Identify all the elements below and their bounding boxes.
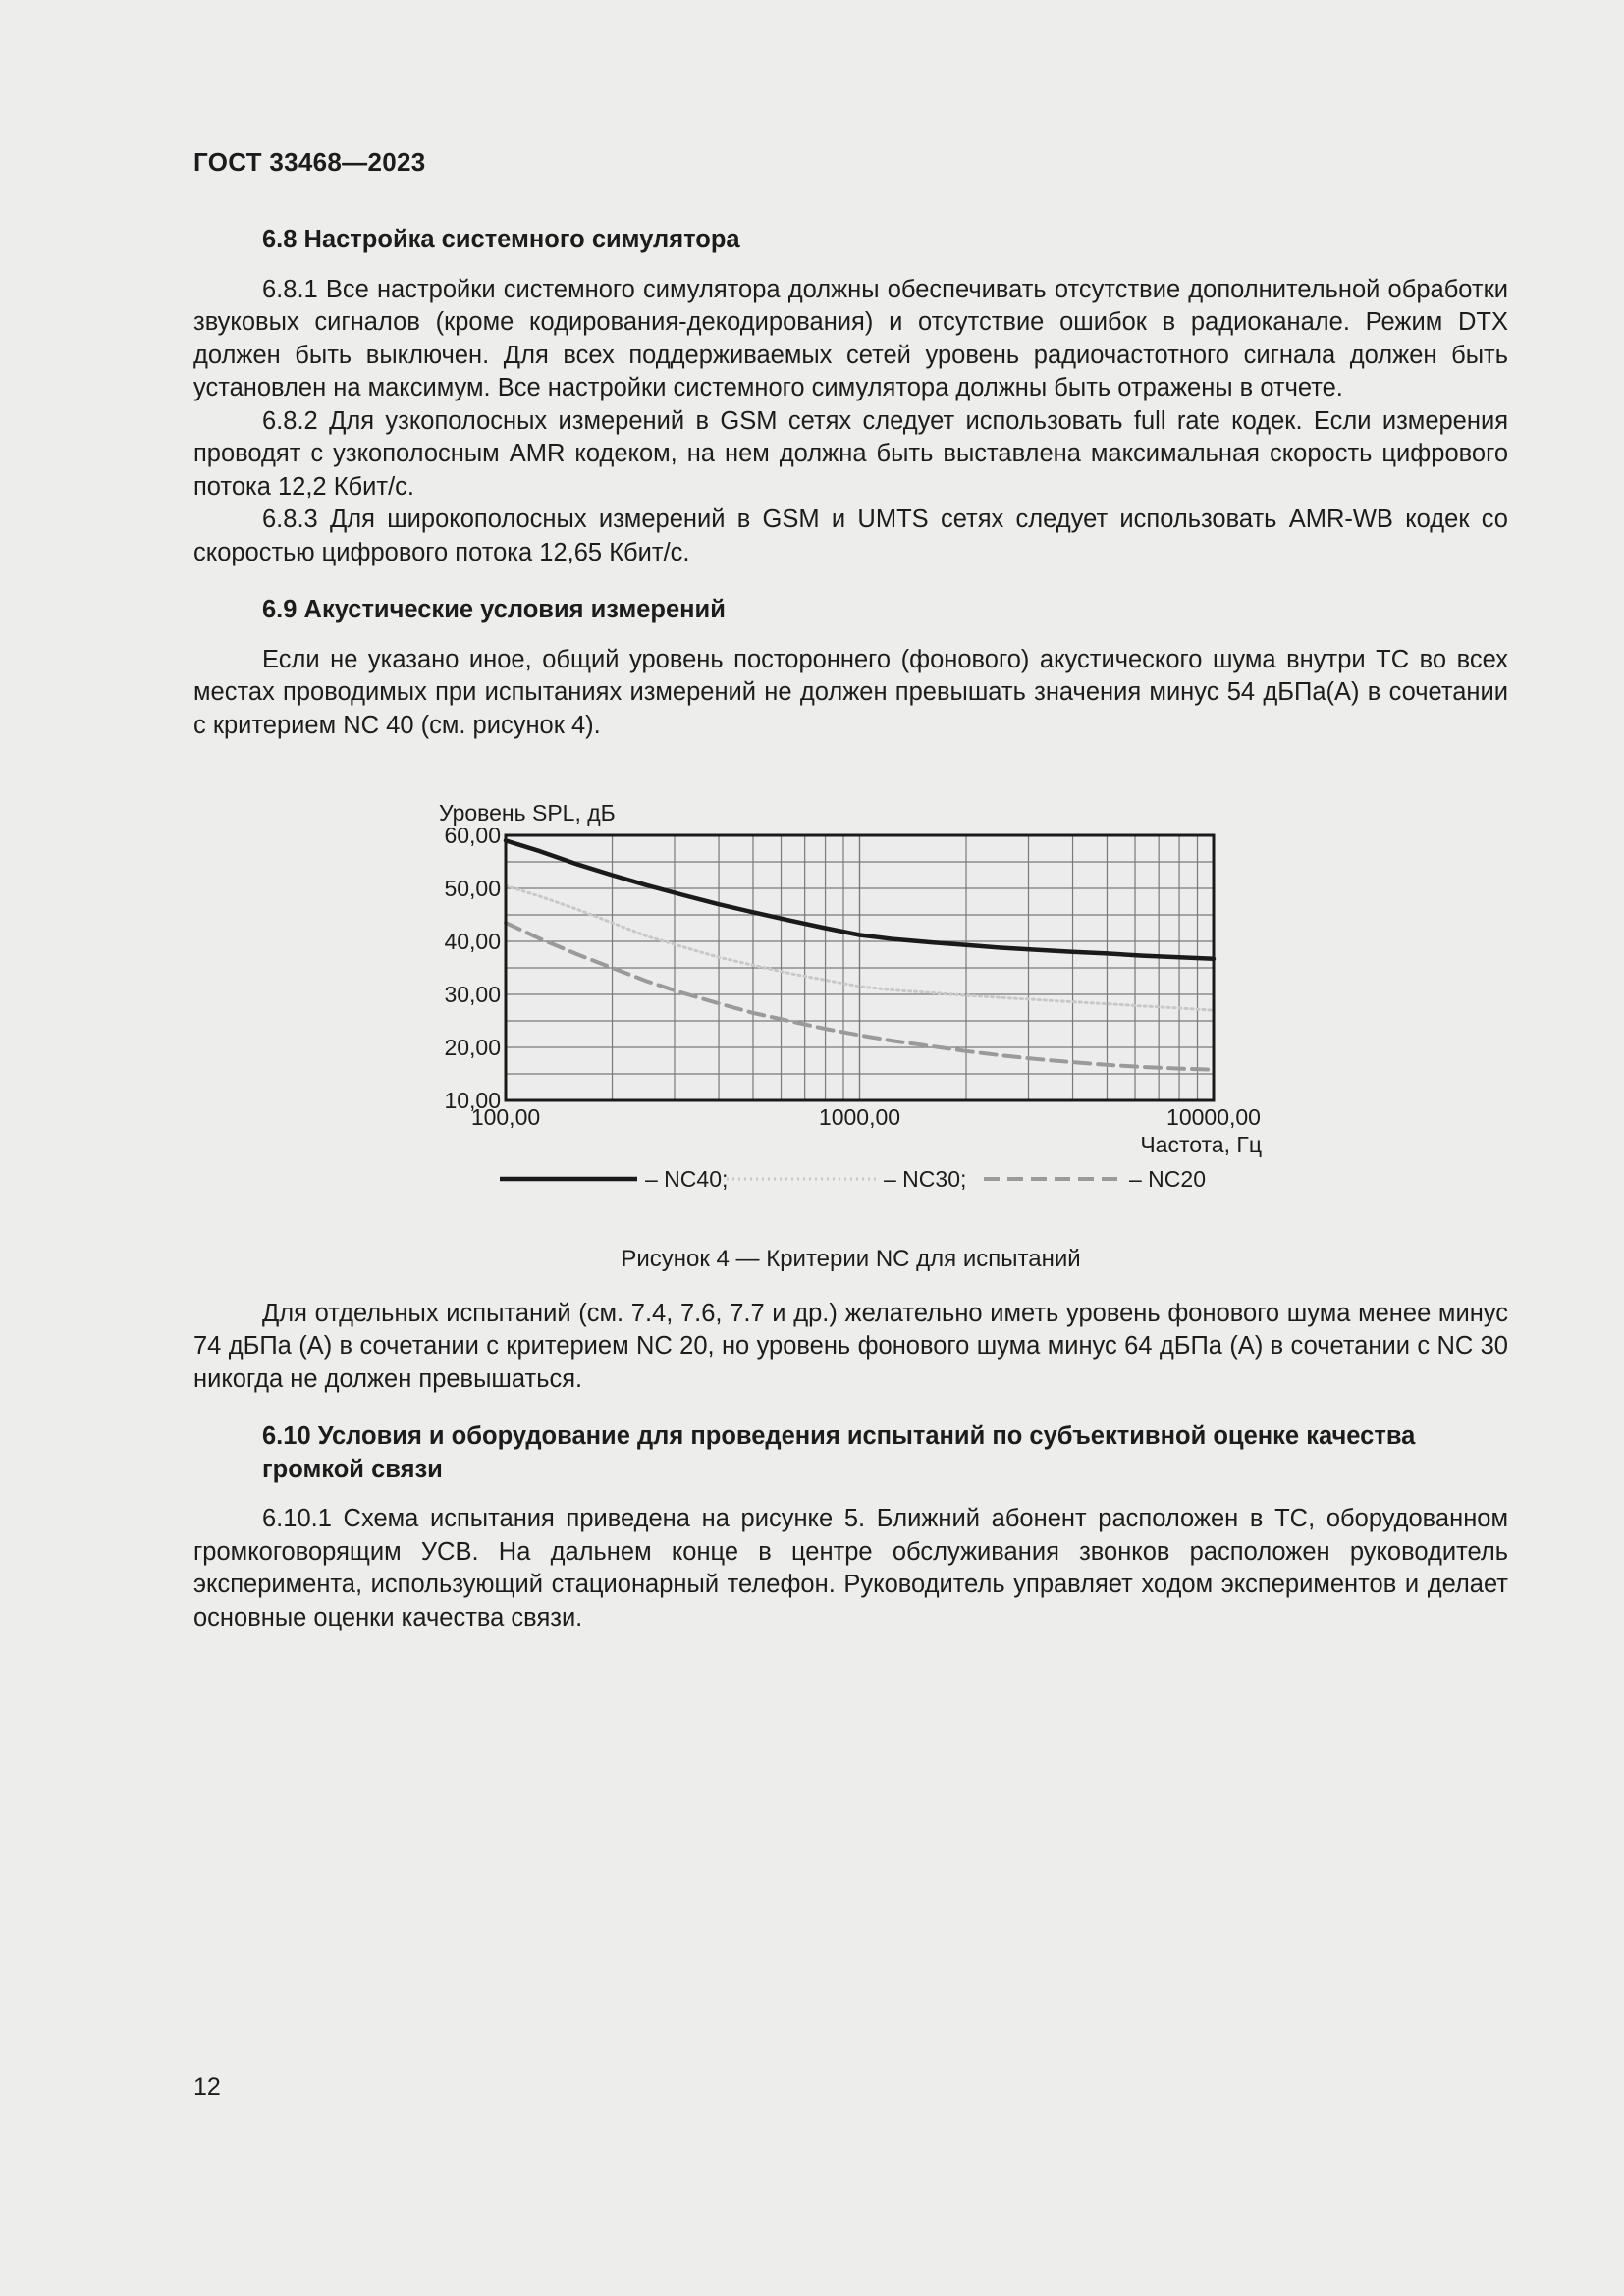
section-heading-6-10: 6.10 Условия и оборудование для проведения испытаний по субъективной оценке качества громкой связи: [262, 1422, 1416, 1483]
x-tick-label: 100,00: [470, 1104, 541, 1130]
y-tick-label: 10,00: [444, 1088, 501, 1113]
y-tick-label: 40,00: [444, 929, 501, 954]
figure-caption: Рисунок 4 — Критерии NC для испытаний: [621, 1246, 1081, 1272]
x-tick-label: 10000,00: [1166, 1104, 1261, 1130]
page-content: [193, 224, 1508, 1634]
paragraph-6-8-1: 6.8.1 Все настройки системного симулятора должны обеспечивать отсутствие дополнительной обработки звуковых сигналов (кроме кодирования-декодирования) и отсутствие ошибок в радиоканале. Режим DTX должен быть выключен. Для всех поддерживаемых сетей уровень радиочастотного сигнала должен быть установлен на максимум. Все настройки системного симулятора должны быть отражены в отчете.: [193, 275, 1508, 401]
y-tick-label: 60,00: [444, 823, 501, 848]
page-number: 12: [193, 2073, 221, 2101]
y-tick-label: 30,00: [444, 982, 501, 1007]
y-tick-label: 20,00: [444, 1035, 501, 1060]
y-axis-label: Уровень SPL, дБ: [439, 800, 616, 826]
section-heading-6-9: 6.9 Акустические условия измерений: [262, 596, 726, 623]
section-heading-6-8: 6.8 Настройка системного симулятора: [262, 226, 740, 253]
legend-label: – NC30;: [884, 1166, 967, 1192]
paragraph-6-8-3: 6.8.3 Для широкополосных измерений в GSM и UMTS сетях следует использовать AMR-WB кодек со скоростью цифрового потока 12,65 Кбит/с.: [193, 506, 1508, 566]
x-axis-label: Частота, Гц: [1140, 1132, 1262, 1157]
y-tick-label: 50,00: [444, 876, 501, 901]
legend-label: – NC40;: [645, 1166, 729, 1192]
legend-label: – NC20: [1129, 1166, 1206, 1192]
document-id-header: ГОСТ 33468—2023: [193, 147, 426, 177]
figure-4: [193, 742, 1508, 1243]
paragraph-6-8-2: 6.8.2 Для узкополосных измерений в GSM сетях следует использовать full rate кодек. Если измерения проводят с узкополосным AMR кодеком, на нем должна быть выставлена максимальная скорость цифрового потока 12,2 Кбит/с.: [193, 406, 1508, 501]
paragraph-6-9-intro: Если не указано иное, общий уровень постороннего (фонового) акустического шума внутри ТС во всех местах проводимых при испытаниях измерений не должен превышать значения минус 54 дБПа(А) в сочетании с критерием NC 40 (см. рисунок 4).: [193, 645, 1508, 739]
x-tick-label: 1000,00: [818, 1104, 901, 1130]
paragraph-6-9-extra: Для отдельных испытаний (см. 7.4, 7.6, 7.7 и др.) желательно иметь уровень фонового шума менее минус 74 дБПа (А) в сочетании с критерием NC 20, но уровень фонового шума минус 64 дБПа (А) в сочетании с NC 30 никогда не должен превышаться.: [193, 1299, 1508, 1393]
nc-criteria-chart: [193, 742, 1508, 1233]
paragraph-6-10-1: 6.10.1 Схема испытания приведена на рисунке 5. Ближний абонент расположен в ТС, оборудованном громкоговорящим УСВ. На дальнем конце в центре обслуживания звонков расположен руководитель эксперимента, использующий стационарный телефон. Руководитель управляет ходом экспериментов и делает основные оценки качества связи.: [193, 1505, 1508, 1631]
